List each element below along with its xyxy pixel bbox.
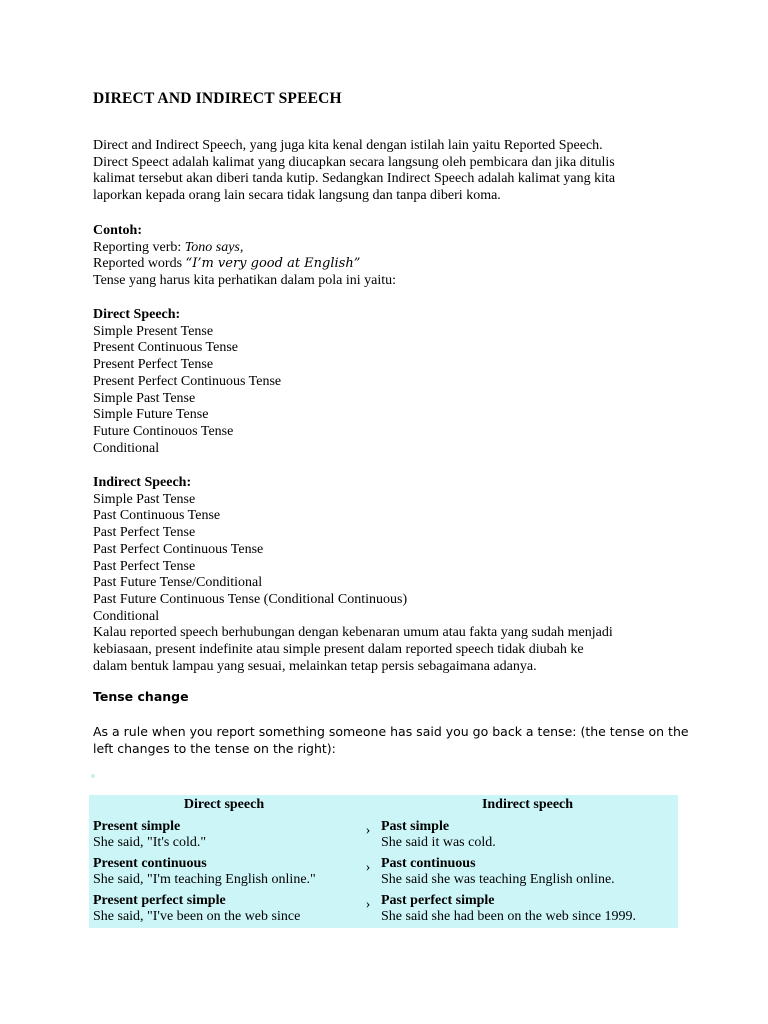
direct-tense-item: Present Continuous Tense [93, 340, 238, 356]
header-indirect-speech: Indirect speech [481, 797, 574, 812]
reporting-verb-label: Reporting verb: [93, 239, 185, 255]
pattern-line: Tense yang harus kita perhatikan dalam pola ini yaitu: [93, 273, 397, 289]
indirect-speech-heading: Indirect Speech: [93, 475, 192, 490]
reporting-verb-value: Tono says, [184, 239, 244, 255]
indirect-tense-item: Simple Past Tense [93, 491, 196, 507]
rule-line: As a rule when you report something someone has said you go back a tense: (the tense on the [93, 724, 689, 739]
indirect-example: She said she had been on the web since 1999. [381, 909, 637, 924]
indirect-tense-item: Past Perfect Tense [93, 525, 196, 541]
table-row [89, 891, 678, 928]
chevron-right-icon: › [365, 896, 371, 912]
indirect-tense-item: Past Perfect Continuous Tense [93, 541, 264, 557]
direct-tense-name: Present continuous [93, 855, 207, 871]
direct-cell [89, 854, 359, 891]
direct-tense-item: Present Perfect Continuous Tense [93, 373, 282, 389]
bullet-dot [91, 774, 95, 778]
indirect-cell [377, 891, 678, 928]
chevron-right-icon: › [365, 822, 371, 838]
indirect-cell [377, 817, 678, 854]
tense-change-table [89, 795, 678, 928]
tense-rule-paragraph [93, 724, 689, 757]
direct-tense-item: Present Perfect Tense [93, 357, 214, 373]
intro-paragraph [93, 138, 683, 205]
direct-tense-item: Simple Past Tense [93, 390, 196, 406]
direct-cell [89, 817, 359, 854]
indirect-speech-section [93, 475, 683, 675]
direct-cell [89, 891, 359, 928]
rule-line: left changes to the tense on the right): [93, 740, 336, 756]
indirect-example: She said it was cold. [381, 835, 496, 850]
indirect-tense-name: Past perfect simple [381, 892, 495, 908]
direct-example: She said, "I've been on the web since [93, 909, 301, 924]
note-line: Kalau reported speech berhubungan dengan kebenaran umum atau fakta yang sudah menjadi [93, 625, 613, 641]
indirect-example: She said she was teaching English online. [381, 872, 615, 887]
indirect-tense-name: Past simple [381, 818, 450, 834]
table-row [89, 854, 678, 891]
direct-speech-heading: Direct Speech: [93, 307, 181, 322]
note-line: dalam bentuk lampau yang sesuai, melainkan tetap persis sebagaimana adanya. [93, 658, 537, 674]
intro-line: Direct and Indirect Speech, yang juga kita kenal dengan istilah lain yaitu Reported Speech. [93, 138, 603, 153]
indirect-tense-item: Past Future Continuous Tense (Conditional Continuous) [93, 591, 408, 607]
direct-tense-item: Future Continouos Tense [93, 423, 234, 439]
direct-speech-section [93, 307, 683, 457]
contoh-section [93, 223, 683, 290]
tense-change-section [93, 689, 683, 706]
intro-line: Direct Speect adalah kalimat yang diucapkan secara langsung oleh pembicara dan jika ditulis [93, 154, 615, 170]
intro-line: laporkan kepada orang lain secara tidak langsung dan tanpa diberi koma. [93, 188, 501, 204]
indirect-cell [377, 854, 678, 891]
reported-words-line [93, 256, 683, 273]
table-header-row [89, 795, 678, 817]
header-spacer [359, 795, 377, 817]
intro-line: kalimat tersebut akan diberi tanda kutip. Sedangkan Indirect Speech adalah kalimat yang kita [93, 171, 616, 187]
table-row [89, 817, 678, 854]
indirect-tense-name: Past continuous [381, 855, 476, 871]
contoh-heading: Contoh: [93, 223, 143, 238]
indirect-tense-item: Past Future Tense/Conditional [93, 575, 263, 591]
indirect-tense-item: Conditional [93, 608, 160, 624]
reported-words-value: “I’m very good at English” [185, 256, 361, 272]
direct-tense-item: Simple Future Tense [93, 407, 209, 423]
indirect-tense-item: Past Perfect Tense [93, 558, 196, 574]
indirect-tense-item: Past Continuous Tense [93, 508, 221, 524]
reported-words-label: Reported words [93, 256, 186, 272]
page-title: DIRECT AND INDIRECT SPEECH [93, 90, 342, 107]
tense-change-heading: Tense change [93, 689, 189, 704]
note-line: kebiasaan, present indefinite atau simple present dalam reported speech tidak diubah ke [93, 642, 584, 658]
reporting-verb-line [93, 240, 683, 257]
direct-tense-item: Simple Present Tense [93, 323, 214, 339]
header-direct-speech: Direct speech [183, 797, 265, 812]
direct-example: She said, "I'm teaching English online." [93, 872, 316, 887]
direct-tense-name: Present simple [93, 818, 181, 834]
direct-example: She said, "It's cold." [93, 835, 207, 850]
direct-tense-name: Present perfect simple [93, 892, 226, 908]
direct-tense-item: Conditional [93, 440, 160, 456]
chevron-right-icon: › [365, 859, 371, 875]
